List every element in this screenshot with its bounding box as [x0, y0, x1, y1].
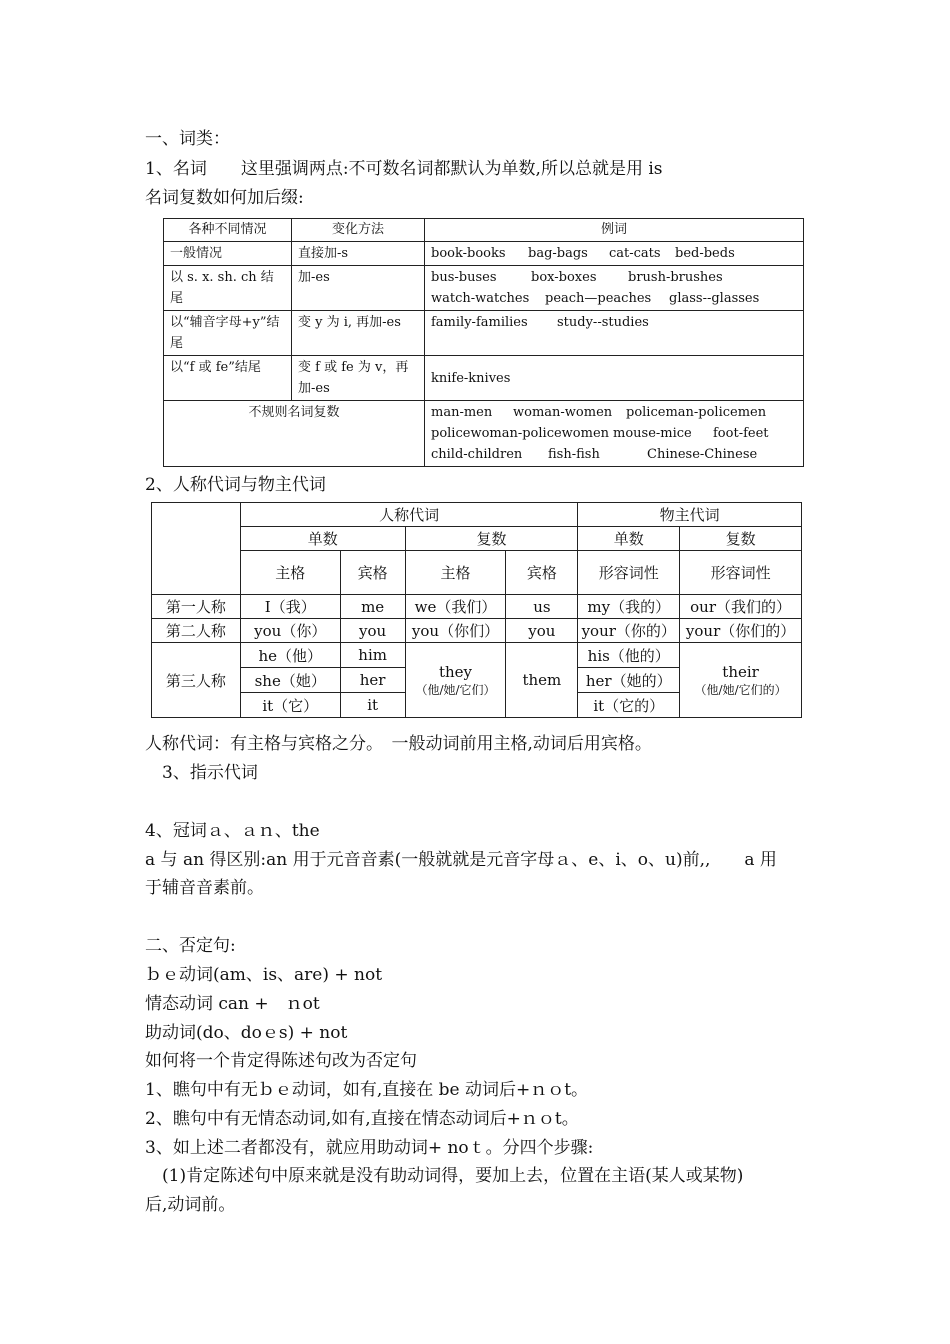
pronoun-they: they: [438, 662, 473, 681]
method-cell: 变 f 或 fe 为 v，再加-es: [292, 356, 425, 401]
pronoun-their: their: [722, 662, 759, 681]
pronoun-cell: you（你们）: [405, 619, 506, 643]
example: policeman-policemen: [626, 405, 767, 420]
number-header: 复数: [680, 527, 802, 551]
method-cell: 加-es: [292, 266, 425, 311]
plural-intro: 名词复数如何加后缀:: [145, 188, 304, 208]
person-label: 第三人称: [152, 643, 241, 718]
case-header: 宾格: [340, 551, 405, 595]
article-line-2: 于辅音音素前。: [145, 878, 264, 898]
pronoun-cell: you: [506, 619, 578, 643]
col-header: 各种不同情况: [164, 219, 292, 242]
example: book-books: [431, 246, 506, 261]
case-header: 主格: [240, 551, 340, 595]
example: Chinese-Chinese: [647, 447, 758, 462]
pronoun-heading: 2、人称代词与物主代词: [145, 475, 326, 495]
example: bag-bags: [528, 246, 588, 261]
examples-cell: [425, 266, 804, 311]
case-cell: 不规则名词复数: [164, 401, 425, 467]
negation-heading: 二、否定句:: [145, 936, 236, 956]
pronoun-cell: your（你们的）: [680, 619, 802, 643]
pronoun-cell: our（我们的）: [680, 595, 802, 619]
example: family-families: [431, 315, 528, 330]
pronoun-cell: I（我）: [240, 595, 340, 619]
corner-cell: [152, 503, 241, 595]
case-cell: 以 s. x. sh. ch 结尾: [164, 266, 292, 311]
neg-line: 情态动词 can + ｎot: [145, 994, 320, 1014]
example: peach—peaches: [545, 291, 652, 306]
method-cell: 直接加-s: [292, 242, 425, 266]
example: child-children: [431, 447, 523, 462]
article-heading: 4、冠词ａ、ａｎ、the: [145, 821, 320, 841]
examples-cell: [425, 242, 804, 266]
article-line-1: a 与 an 得区别:an 用于元音音素(一般就就是元音字母ａ、e、i、o、u)前,, a 用: [145, 850, 777, 870]
pronoun-their-note: （他/她/它们的）: [694, 682, 787, 697]
pronoun-cell: my（我的）: [578, 595, 680, 619]
neg-line: 后,动词前。: [145, 1195, 236, 1215]
pronoun-cell: you（你）: [240, 619, 340, 643]
pronoun-cell: his（他的）: [578, 643, 680, 668]
case-header: 宾格: [506, 551, 578, 595]
pronoun-cell: it（它）: [240, 693, 340, 718]
example: mouse-mice: [613, 426, 692, 441]
example: man-men: [431, 405, 493, 420]
group-header: 物主代词: [578, 503, 802, 527]
table-row: [152, 595, 802, 619]
example: study--studies: [557, 315, 649, 330]
neg-line: (1)肯定陈述句中原来就是没有助动词得，要加上去，位置在主语(某人或某物): [145, 1166, 744, 1186]
example: box-boxes: [531, 270, 597, 285]
example: glass--glasses: [669, 291, 760, 306]
pronoun-cell: it: [340, 693, 405, 718]
example: bed-beds: [675, 246, 735, 261]
pronoun-cell: her: [340, 668, 405, 693]
example: cat-cats: [609, 246, 661, 261]
table-row: [152, 643, 802, 668]
pronoun-cell: your（你的）: [578, 619, 680, 643]
pronoun-cell: her（她的）: [578, 668, 680, 693]
pronoun-cell: them: [506, 643, 578, 718]
method-cell: 变 y 为 i, 再加-es: [292, 311, 425, 356]
pronoun-cell: us: [506, 595, 578, 619]
col-header: 变化方法: [292, 219, 425, 242]
example: foot-feet: [713, 426, 769, 441]
pronoun-cell: him: [340, 643, 405, 668]
example: policewoman-policewomen: [431, 426, 610, 441]
case-cell: 以“辅音字母+y”结尾: [164, 311, 292, 356]
examples-cell: knife-knives: [425, 356, 804, 401]
number-header: 单数: [240, 527, 405, 551]
noun-line: 1、名词 这里强调两点:不可数名词都默认为单数,所以总就是用 is: [145, 159, 663, 179]
pronoun-note: 人称代词：有主格与宾格之分。 一般动词前用主格,动词后用宾格。: [145, 734, 652, 754]
pronoun-cell: you: [340, 619, 405, 643]
examples-cell: [425, 311, 804, 356]
examples-cell: [425, 401, 804, 467]
heading-word-classes: 一、词类：: [145, 129, 230, 149]
group-header: 人称代词: [240, 503, 578, 527]
table-row: [164, 242, 804, 266]
example: brush-brushes: [628, 270, 723, 285]
case-header: 主格: [405, 551, 506, 595]
pronoun-table: [151, 502, 802, 718]
person-label: 第二人称: [152, 619, 241, 643]
pronoun-cell: we（我们）: [405, 595, 506, 619]
pronoun-cell: me: [340, 595, 405, 619]
plural-table: [163, 218, 804, 467]
neg-line: 助动词(do、doｅs) + not: [145, 1023, 348, 1043]
pronoun-cell: he（他）: [240, 643, 340, 668]
neg-line: 1、瞧句中有无ｂｅ动词，如有,直接在 be 动词后+ｎｏt。: [145, 1080, 589, 1100]
neg-line: 如何将一个肯定得陈述句改为否定句: [145, 1051, 417, 1071]
case-header: 形容词性: [680, 551, 802, 595]
example: woman-women: [513, 405, 613, 420]
pronoun-cell: it（它的）: [578, 693, 680, 718]
table-row: [152, 619, 802, 643]
table-row: [164, 266, 804, 311]
col-header: 例词: [425, 219, 804, 242]
table-row: [164, 311, 804, 356]
neg-line: ｂｅ动词(am、is、are) + not: [145, 965, 383, 985]
case-cell: 以“f 或 fe”结尾: [164, 356, 292, 401]
example: bus-buses: [431, 270, 497, 285]
demonstrative-heading: 3、指示代词: [162, 763, 258, 783]
person-label: 第一人称: [152, 595, 241, 619]
their-cell: [680, 643, 802, 718]
case-cell: 一般情况: [164, 242, 292, 266]
table-row: [164, 401, 804, 467]
number-header: 复数: [405, 527, 578, 551]
example: watch-watches: [431, 291, 530, 306]
they-cell: [405, 643, 506, 718]
pronoun-they-note: （他/她/它们）: [415, 682, 496, 697]
number-header: 单数: [578, 527, 680, 551]
neg-line: 2、瞧句中有无情态动词,如有,直接在情态动词后+ｎｏt。: [145, 1109, 579, 1129]
neg-line: 3、如上述二者都没有，就应用助动词+ noｔ。分四个步骤:: [145, 1138, 594, 1158]
example: fish-fish: [548, 447, 600, 462]
case-header: 形容词性: [578, 551, 680, 595]
pronoun-cell: she（她）: [240, 668, 340, 693]
table-row: [164, 356, 804, 401]
